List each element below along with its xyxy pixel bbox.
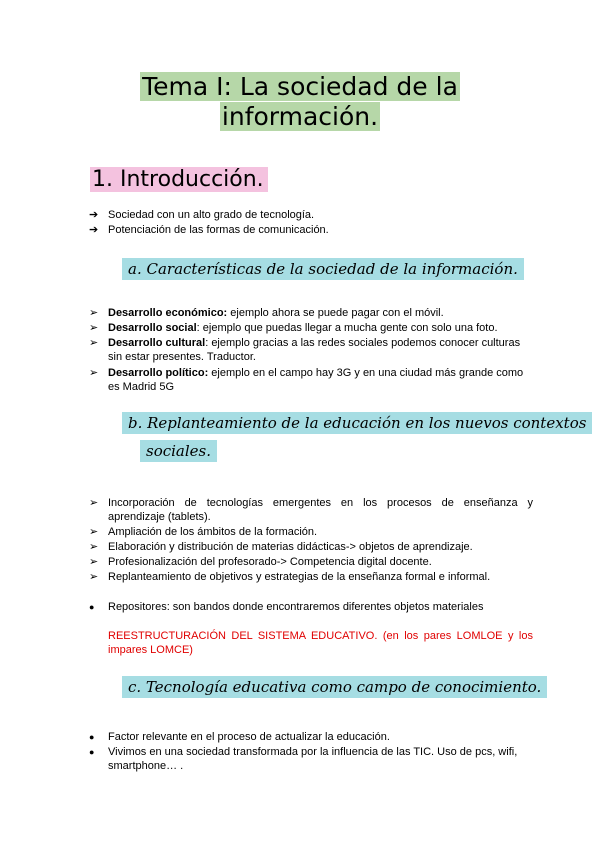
page-title-line-1 xyxy=(0,72,600,102)
section-heading-introduccion xyxy=(90,166,268,194)
list-item: Desarrollo político: ejemplo en el campo hay 3G y en una ciudad más grande como xyxy=(108,367,524,379)
list-item: Factor relevante en el proceso de actualizar la educación. xyxy=(108,731,390,743)
triangle-bullet-icon: ➢ xyxy=(89,571,99,583)
list-item: Desarrollo social: ejemplo que puedas llegar a mucha gente con solo una foto. xyxy=(108,322,498,334)
dot-bullet-icon: ● xyxy=(89,732,95,742)
dot-bullet-icon: ● xyxy=(89,747,95,757)
subheading-a-text: a. Características de la sociedad de la información. xyxy=(122,258,524,280)
list-item: Profesionalización del profesorado-> Competencia digital docente. xyxy=(108,556,432,568)
dot-bullet-icon: ● xyxy=(89,602,95,612)
list-item-continuation: aprendizaje (tablets). xyxy=(108,511,211,523)
triangle-bullet-icon: ➢ xyxy=(89,367,99,379)
arrow-bullet-icon: ➔ xyxy=(89,224,99,236)
list-item-continuation: es Madrid 5G xyxy=(108,381,175,393)
subheading-b-text-1: b. Replanteamiento de la educación en los nuevos contextos xyxy=(122,412,592,434)
list-item: Potenciación de las formas de comunicación. xyxy=(108,224,329,236)
page-title-line-2 xyxy=(0,102,600,132)
subheading-c xyxy=(122,674,547,700)
triangle-bullet-icon: ➢ xyxy=(89,497,99,509)
list-item: Desarrollo económico: ejemplo ahora se puede pagar con el móvil. xyxy=(108,307,444,319)
triangle-bullet-icon: ➢ xyxy=(89,322,99,334)
list-item: Vivimos en una sociedad transformada por la influencia de las TIC. Uso de pcs, wifi, xyxy=(108,746,518,758)
red-note-line-1: REESTRUCTURACIÓN DEL SISTEMA EDUCATIVO. (en los pares LOMLOE y los xyxy=(108,630,533,642)
arrow-bullet-icon: ➔ xyxy=(89,209,99,221)
subheading-b-text-2: sociales. xyxy=(140,440,217,462)
list-item: Desarrollo cultural: ejemplo gracias a las redes sociales podemos conocer culturas xyxy=(108,337,521,349)
triangle-bullet-icon: ➢ xyxy=(89,526,99,538)
triangle-bullet-icon: ➢ xyxy=(89,556,99,568)
triangle-bullet-icon: ➢ xyxy=(89,541,99,553)
list-item: Sociedad con un alto grado de tecnología. xyxy=(108,209,315,221)
subheading-a xyxy=(122,256,524,282)
list-item-continuation: smartphone… . xyxy=(108,760,184,772)
list-item: Replanteamiento de objetivos y estrategias de la enseñanza formal e informal. xyxy=(108,571,491,583)
triangle-bullet-icon: ➢ xyxy=(89,337,99,349)
list-item-continuation: sin estar presentes. Traductor. xyxy=(108,351,256,363)
section-heading-text: 1. Introducción. xyxy=(90,167,268,192)
subheading-b-line-2 xyxy=(140,438,217,464)
list-item: Incorporación de tecnologías emergentes en los procesos de enseñanza y xyxy=(108,497,533,509)
title-text-2: información. xyxy=(221,102,379,131)
list-item: Repositores: son bandos donde encontraremos diferentes objetos materiales xyxy=(108,601,484,613)
list-item: Elaboración y distribución de materias didácticas-> objetos de aprendizaje. xyxy=(108,541,473,553)
subheading-c-text: c. Tecnología educativa como campo de conocimiento. xyxy=(122,676,547,698)
list-item: Ampliación de los ámbitos de la formación. xyxy=(108,526,318,538)
red-note-line-2: impares LOMCE) xyxy=(108,644,193,656)
subheading-b-line-1 xyxy=(122,410,592,436)
triangle-bullet-icon: ➢ xyxy=(89,307,99,319)
title-text-1: Tema I: La sociedad de la xyxy=(142,72,458,101)
